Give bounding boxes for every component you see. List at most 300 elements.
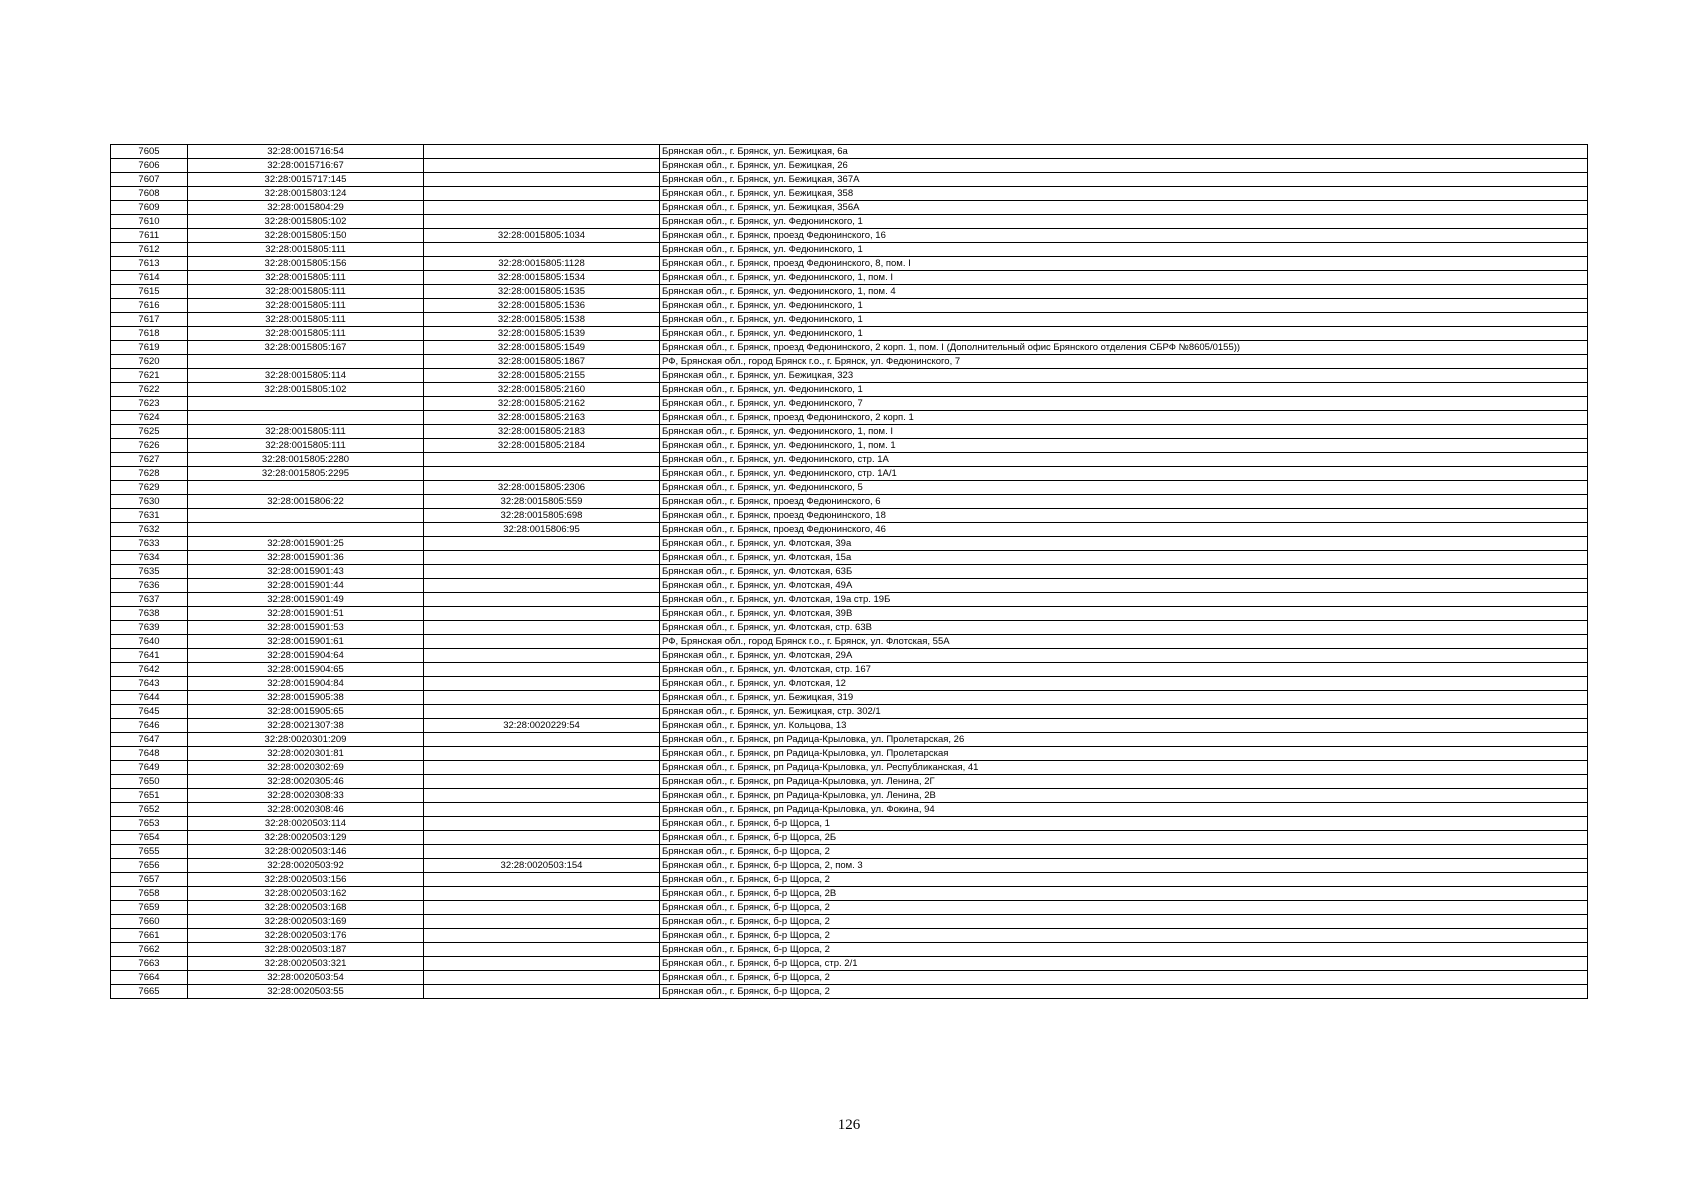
address-cell: Брянская обл., г. Брянск, ул. Федюнинского, 1 [660, 383, 1588, 397]
cadastral-number-cell: 32:28:0015901:25 [188, 537, 424, 551]
cadastral-number-cell: 32:28:0015905:38 [188, 691, 424, 705]
address-cell: Брянская обл., г. Брянск, ул. Федюнинского, 1, пом. I [660, 271, 1588, 285]
page-number: 126 [837, 1117, 861, 1133]
related-cadastral-number-cell: 32:28:0015805:1538 [424, 313, 660, 327]
table-row [111, 705, 1588, 719]
cadastral-number-cell: 32:28:0015904:65 [188, 663, 424, 677]
address-cell: Брянская обл., г. Брянск, ул. Бежицкая, 367А [660, 173, 1588, 187]
table-row [111, 677, 1588, 691]
address-cell: Брянская обл., г. Брянск, ул. Федюнинского, 1 [660, 243, 1588, 257]
table-row [111, 355, 1588, 369]
address-cell: Брянская обл., г. Брянск, б-р Щорса, 2 [660, 929, 1588, 943]
related-cadastral-number-cell: 32:28:0015805:1034 [424, 229, 660, 243]
table-row [111, 229, 1588, 243]
address-cell: Брянская обл., г. Брянск, ул. Федюнинского, стр. 1А [660, 453, 1588, 467]
table-row [111, 453, 1588, 467]
address-cell: Брянская обл., г. Брянск, проезд Федюнинского, 46 [660, 523, 1588, 537]
address-cell: Брянская обл., г. Брянск, б-р Щорса, 2 [660, 985, 1588, 999]
row-number-cell: 7637 [111, 593, 188, 607]
table-row [111, 173, 1588, 187]
address-cell: Брянская обл., г. Брянск, б-р Щорса, 2 [660, 845, 1588, 859]
related-cadastral-number-cell: 32:28:0015805:1549 [424, 341, 660, 355]
related-cadastral-number-cell [424, 957, 660, 971]
table-row [111, 257, 1588, 271]
table-row [111, 369, 1588, 383]
row-number-cell: 7648 [111, 747, 188, 761]
row-number-cell: 7624 [111, 411, 188, 425]
table-row [111, 313, 1588, 327]
table-row [111, 201, 1588, 215]
address-cell: Брянская обл., г. Брянск, ул. Флотская, 39В [660, 607, 1588, 621]
row-number-cell: 7611 [111, 229, 188, 243]
row-number-cell: 7635 [111, 565, 188, 579]
address-cell: Брянская обл., г. Брянск, б-р Щорса, 2Б [660, 831, 1588, 845]
registry-table-body [111, 145, 1588, 999]
address-cell: Брянская обл., г. Брянск, рп Радица-Крыловка, ул. Пролетарская [660, 747, 1588, 761]
address-cell: Брянская обл., г. Брянск, ул. Флотская, 19а стр. 19Б [660, 593, 1588, 607]
table-row [111, 663, 1588, 677]
cadastral-number-cell: 32:28:0020305:46 [188, 775, 424, 789]
table-row [111, 761, 1588, 775]
table-row [111, 509, 1588, 523]
table-row [111, 635, 1588, 649]
address-cell: Брянская обл., г. Брянск, ул. Федюнинского, 1, пом. 1 [660, 439, 1588, 453]
table-row [111, 215, 1588, 229]
cadastral-number-cell: 32:28:0015805:102 [188, 215, 424, 229]
cadastral-number-cell: 32:28:0020301:81 [188, 747, 424, 761]
row-number-cell: 7626 [111, 439, 188, 453]
address-cell: Брянская обл., г. Брянск, ул. Флотская, 12 [660, 677, 1588, 691]
related-cadastral-number-cell [424, 901, 660, 915]
address-cell: Брянская обл., г. Брянск, ул. Флотская, 29А [660, 649, 1588, 663]
row-number-cell: 7623 [111, 397, 188, 411]
table-row [111, 747, 1588, 761]
address-cell: Брянская обл., г. Брянск, ул. Флотская, 49А [660, 579, 1588, 593]
table-row [111, 467, 1588, 481]
cadastral-number-cell: 32:28:0015716:54 [188, 145, 424, 159]
related-cadastral-number-cell [424, 943, 660, 957]
table-row [111, 985, 1588, 999]
table-row [111, 299, 1588, 313]
related-cadastral-number-cell [424, 733, 660, 747]
address-cell: Брянская обл., г. Брянск, ул. Бежицкая, 356А [660, 201, 1588, 215]
table-row [111, 873, 1588, 887]
address-cell: Брянская обл., г. Брянск, проезд Федюнинского, 8, пом. I [660, 257, 1588, 271]
table-row [111, 929, 1588, 943]
table-row [111, 803, 1588, 817]
cadastral-number-cell: 32:28:0015805:150 [188, 229, 424, 243]
related-cadastral-number-cell [424, 775, 660, 789]
cadastral-number-cell: 32:28:0015805:111 [188, 243, 424, 257]
row-number-cell: 7664 [111, 971, 188, 985]
table-row [111, 411, 1588, 425]
row-number-cell: 7628 [111, 467, 188, 481]
cadastral-number-cell: 32:28:0015804:29 [188, 201, 424, 215]
related-cadastral-number-cell [424, 467, 660, 481]
address-cell: Брянская обл., г. Брянск, ул. Флотская, 63Б [660, 565, 1588, 579]
row-number-cell: 7625 [111, 425, 188, 439]
related-cadastral-number-cell [424, 145, 660, 159]
address-cell: Брянская обл., г. Брянск, проезд Федюнинского, 6 [660, 495, 1588, 509]
cadastral-number-cell: 32:28:0015901:44 [188, 579, 424, 593]
related-cadastral-number-cell: 32:28:0015805:2306 [424, 481, 660, 495]
cadastral-number-cell: 32:28:0020503:55 [188, 985, 424, 999]
address-cell: Брянская обл., г. Брянск, б-р Щорса, 2 [660, 915, 1588, 929]
related-cadastral-number-cell: 32:28:0015805:698 [424, 509, 660, 523]
related-cadastral-number-cell: 32:28:0015805:2183 [424, 425, 660, 439]
cadastral-number-cell: 32:28:0015805:2295 [188, 467, 424, 481]
address-cell: Брянская обл., г. Брянск, ул. Федюнинского, стр. 1А/1 [660, 467, 1588, 481]
related-cadastral-number-cell [424, 789, 660, 803]
row-number-cell: 7620 [111, 355, 188, 369]
related-cadastral-number-cell [424, 579, 660, 593]
related-cadastral-number-cell [424, 677, 660, 691]
table-row [111, 593, 1588, 607]
cadastral-number-cell: 32:28:0015901:51 [188, 607, 424, 621]
related-cadastral-number-cell [424, 663, 660, 677]
related-cadastral-number-cell: 32:28:0015805:1539 [424, 327, 660, 341]
related-cadastral-number-cell [424, 691, 660, 705]
cadastral-number-cell: 32:28:0015905:65 [188, 705, 424, 719]
address-cell: Брянская обл., г. Брянск, ул. Федюнинского, 1 [660, 313, 1588, 327]
table-row [111, 817, 1588, 831]
address-cell: Брянская обл., г. Брянск, б-р Щорса, 2В [660, 887, 1588, 901]
table-row [111, 187, 1588, 201]
table-row [111, 789, 1588, 803]
row-number-cell: 7640 [111, 635, 188, 649]
related-cadastral-number-cell: 32:28:0015805:2160 [424, 383, 660, 397]
table-row [111, 439, 1588, 453]
table-row [111, 397, 1588, 411]
address-cell: Брянская обл., г. Брянск, б-р Щорса, 2 [660, 873, 1588, 887]
related-cadastral-number-cell [424, 873, 660, 887]
registry-table [110, 144, 1588, 999]
row-number-cell: 7631 [111, 509, 188, 523]
address-cell: Брянская обл., г. Брянск, ул. Федюнинского, 1, пом. I [660, 425, 1588, 439]
address-cell: Брянская обл., г. Брянск, рп Радица-Крыловка, ул. Фокина, 94 [660, 803, 1588, 817]
related-cadastral-number-cell: 32:28:0015805:1534 [424, 271, 660, 285]
row-number-cell: 7649 [111, 761, 188, 775]
cadastral-number-cell: 32:28:0020503:321 [188, 957, 424, 971]
related-cadastral-number-cell [424, 201, 660, 215]
table-row [111, 145, 1588, 159]
address-cell: Брянская обл., г. Брянск, рп Радица-Крыловка, ул. Пролетарская, 26 [660, 733, 1588, 747]
related-cadastral-number-cell: 32:28:0015805:1536 [424, 299, 660, 313]
cadastral-number-cell: 32:28:0015805:111 [188, 299, 424, 313]
related-cadastral-number-cell [424, 635, 660, 649]
row-number-cell: 7665 [111, 985, 188, 999]
row-number-cell: 7645 [111, 705, 188, 719]
row-number-cell: 7607 [111, 173, 188, 187]
table-row [111, 243, 1588, 257]
cadastral-number-cell: 32:28:0020503:92 [188, 859, 424, 873]
row-number-cell: 7653 [111, 817, 188, 831]
cadastral-number-cell: 32:28:0015805:111 [188, 439, 424, 453]
related-cadastral-number-cell [424, 817, 660, 831]
cadastral-number-cell: 32:28:0020503:168 [188, 901, 424, 915]
table-row [111, 551, 1588, 565]
address-cell: Брянская обл., г. Брянск, ул. Флотская, 39а [660, 537, 1588, 551]
row-number-cell: 7615 [111, 285, 188, 299]
cadastral-number-cell: 32:28:0015805:111 [188, 285, 424, 299]
row-number-cell: 7617 [111, 313, 188, 327]
row-number-cell: 7659 [111, 901, 188, 915]
row-number-cell: 7633 [111, 537, 188, 551]
table-row [111, 719, 1588, 733]
address-cell: Брянская обл., г. Брянск, ул. Флотская, 15а [660, 551, 1588, 565]
cadastral-number-cell: 32:28:0015805:111 [188, 313, 424, 327]
row-number-cell: 7632 [111, 523, 188, 537]
cadastral-number-cell: 32:28:0020503:129 [188, 831, 424, 845]
cadastral-number-cell: 32:28:0015805:111 [188, 327, 424, 341]
address-cell: Брянская обл., г. Брянск, б-р Щорса, 1 [660, 817, 1588, 831]
address-cell: Брянская обл., г. Брянск, проезд Федюнинского, 2 корп. 1, пом. I (Дополнительный офис Брянского отделения СБРФ №8605/0155)) [660, 341, 1588, 355]
address-cell: Брянская обл., г. Брянск, ул. Бежицкая, 323 [660, 369, 1588, 383]
related-cadastral-number-cell [424, 971, 660, 985]
table-row [111, 621, 1588, 635]
related-cadastral-number-cell: 32:28:0015805:1128 [424, 257, 660, 271]
cadastral-number-cell: 32:28:0015805:167 [188, 341, 424, 355]
cadastral-number-cell: 32:28:0020503:54 [188, 971, 424, 985]
cadastral-number-cell: 32:28:0020503:146 [188, 845, 424, 859]
address-cell: Брянская обл., г. Брянск, ул. Бежицкая, 319 [660, 691, 1588, 705]
cadastral-number-cell: 32:28:0020503:187 [188, 943, 424, 957]
address-cell: Брянская обл., г. Брянск, ул. Флотская, стр. 167 [660, 663, 1588, 677]
related-cadastral-number-cell: 32:28:0020503:154 [424, 859, 660, 873]
row-number-cell: 7622 [111, 383, 188, 397]
related-cadastral-number-cell [424, 537, 660, 551]
cadastral-number-cell: 32:28:0020302:69 [188, 761, 424, 775]
table-row [111, 579, 1588, 593]
row-number-cell: 7651 [111, 789, 188, 803]
table-row [111, 537, 1588, 551]
address-cell: РФ, Брянская обл., город Брянск г.о., г. Брянск, ул. Флотская, 55А [660, 635, 1588, 649]
row-number-cell: 7641 [111, 649, 188, 663]
cadastral-number-cell: 32:28:0015901:61 [188, 635, 424, 649]
cadastral-number-cell: 32:28:0015901:36 [188, 551, 424, 565]
related-cadastral-number-cell [424, 551, 660, 565]
cadastral-number-cell: 32:28:0020301:209 [188, 733, 424, 747]
row-number-cell: 7655 [111, 845, 188, 859]
cadastral-number-cell [188, 397, 424, 411]
row-number-cell: 7639 [111, 621, 188, 635]
cadastral-number-cell [188, 481, 424, 495]
table-row [111, 425, 1588, 439]
table-row [111, 649, 1588, 663]
related-cadastral-number-cell: 32:28:0015805:2162 [424, 397, 660, 411]
cadastral-number-cell: 32:28:0020308:46 [188, 803, 424, 817]
address-cell: Брянская обл., г. Брянск, проезд Федюнинского, 2 корп. 1 [660, 411, 1588, 425]
row-number-cell: 7621 [111, 369, 188, 383]
table-row [111, 915, 1588, 929]
related-cadastral-number-cell: 32:28:0015805:1535 [424, 285, 660, 299]
table-row [111, 957, 1588, 971]
row-number-cell: 7613 [111, 257, 188, 271]
related-cadastral-number-cell [424, 621, 660, 635]
related-cadastral-number-cell [424, 747, 660, 761]
address-cell: Брянская обл., г. Брянск, ул. Бежицкая, 6а [660, 145, 1588, 159]
cadastral-number-cell: 32:28:0020503:176 [188, 929, 424, 943]
table-row [111, 271, 1588, 285]
address-cell: Брянская обл., г. Брянск, ул. Федюнинского, 1 [660, 327, 1588, 341]
address-cell: Брянская обл., г. Брянск, б-р Щорса, 2 [660, 901, 1588, 915]
address-cell: Брянская обл., г. Брянск, рп Радица-Крыловка, ул. Республиканская, 41 [660, 761, 1588, 775]
table-row [111, 887, 1588, 901]
cadastral-number-cell: 32:28:0015716:67 [188, 159, 424, 173]
row-number-cell: 7663 [111, 957, 188, 971]
row-number-cell: 7634 [111, 551, 188, 565]
address-cell: Брянская обл., г. Брянск, проезд Федюнинского, 16 [660, 229, 1588, 243]
row-number-cell: 7610 [111, 215, 188, 229]
row-number-cell: 7608 [111, 187, 188, 201]
table-row [111, 159, 1588, 173]
address-cell: Брянская обл., г. Брянск, ул. Флотская, стр. 63В [660, 621, 1588, 635]
table-row [111, 691, 1588, 705]
cadastral-number-cell: 32:28:0020503:156 [188, 873, 424, 887]
row-number-cell: 7614 [111, 271, 188, 285]
related-cadastral-number-cell [424, 929, 660, 943]
related-cadastral-number-cell [424, 705, 660, 719]
address-cell: Брянская обл., г. Брянск, проезд Федюнинского, 18 [660, 509, 1588, 523]
row-number-cell: 7630 [111, 495, 188, 509]
cadastral-number-cell: 32:28:0015806:22 [188, 495, 424, 509]
row-number-cell: 7661 [111, 929, 188, 943]
row-number-cell: 7644 [111, 691, 188, 705]
table-row [111, 845, 1588, 859]
related-cadastral-number-cell [424, 761, 660, 775]
cadastral-number-cell: 32:28:0015805:102 [188, 383, 424, 397]
cadastral-number-cell: 32:28:0015901:53 [188, 621, 424, 635]
table-row [111, 943, 1588, 957]
table-row [111, 341, 1588, 355]
row-number-cell: 7660 [111, 915, 188, 929]
table-row [111, 607, 1588, 621]
cadastral-number-cell: 32:28:0015805:156 [188, 257, 424, 271]
cadastral-number-cell: 32:28:0015803:124 [188, 187, 424, 201]
row-number-cell: 7618 [111, 327, 188, 341]
table-row [111, 733, 1588, 747]
related-cadastral-number-cell [424, 453, 660, 467]
cadastral-number-cell [188, 523, 424, 537]
row-number-cell: 7654 [111, 831, 188, 845]
row-number-cell: 7657 [111, 873, 188, 887]
cadastral-number-cell [188, 355, 424, 369]
related-cadastral-number-cell [424, 593, 660, 607]
related-cadastral-number-cell [424, 159, 660, 173]
cadastral-number-cell: 32:28:0015901:49 [188, 593, 424, 607]
cadastral-number-cell: 32:28:0015901:43 [188, 565, 424, 579]
row-number-cell: 7646 [111, 719, 188, 733]
row-number-cell: 7658 [111, 887, 188, 901]
related-cadastral-number-cell [424, 845, 660, 859]
related-cadastral-number-cell: 32:28:0015805:2163 [424, 411, 660, 425]
cadastral-number-cell: 32:28:0021307:38 [188, 719, 424, 733]
address-cell: Брянская обл., г. Брянск, ул. Бежицкая, 26 [660, 159, 1588, 173]
related-cadastral-number-cell [424, 607, 660, 621]
table-row [111, 831, 1588, 845]
related-cadastral-number-cell [424, 215, 660, 229]
address-cell: Брянская обл., г. Брянск, б-р Щорса, 2, пом. 3 [660, 859, 1588, 873]
related-cadastral-number-cell [424, 887, 660, 901]
address-cell: Брянская обл., г. Брянск, ул. Федюнинского, 1 [660, 215, 1588, 229]
row-number-cell: 7616 [111, 299, 188, 313]
table-row [111, 859, 1588, 873]
related-cadastral-number-cell [424, 173, 660, 187]
cadastral-number-cell [188, 509, 424, 523]
related-cadastral-number-cell [424, 565, 660, 579]
related-cadastral-number-cell: 32:28:0015805:559 [424, 495, 660, 509]
related-cadastral-number-cell [424, 187, 660, 201]
table-row [111, 327, 1588, 341]
row-number-cell: 7629 [111, 481, 188, 495]
cadastral-number-cell: 32:28:0015904:64 [188, 649, 424, 663]
cadastral-number-cell: 32:28:0015805:2280 [188, 453, 424, 467]
row-number-cell: 7638 [111, 607, 188, 621]
row-number-cell: 7643 [111, 677, 188, 691]
table-row [111, 495, 1588, 509]
row-number-cell: 7647 [111, 733, 188, 747]
address-cell: Брянская обл., г. Брянск, ул. Федюнинского, 5 [660, 481, 1588, 495]
row-number-cell: 7642 [111, 663, 188, 677]
address-cell: Брянская обл., г. Брянск, б-р Щорса, 2 [660, 943, 1588, 957]
row-number-cell: 7612 [111, 243, 188, 257]
address-cell: Брянская обл., г. Брянск, б-р Щорса, 2 [660, 971, 1588, 985]
row-number-cell: 7662 [111, 943, 188, 957]
cadastral-number-cell: 32:28:0015717:145 [188, 173, 424, 187]
address-cell: Брянская обл., г. Брянск, ул. Бежицкая, 358 [660, 187, 1588, 201]
related-cadastral-number-cell [424, 915, 660, 929]
cadastral-number-cell: 32:28:0015805:111 [188, 271, 424, 285]
related-cadastral-number-cell [424, 649, 660, 663]
related-cadastral-number-cell [424, 803, 660, 817]
table-row [111, 481, 1588, 495]
row-number-cell: 7619 [111, 341, 188, 355]
table-row [111, 565, 1588, 579]
row-number-cell: 7606 [111, 159, 188, 173]
table-row [111, 523, 1588, 537]
cadastral-number-cell: 32:28:0015805:111 [188, 425, 424, 439]
row-number-cell: 7652 [111, 803, 188, 817]
cadastral-number-cell: 32:28:0015805:114 [188, 369, 424, 383]
row-number-cell: 7656 [111, 859, 188, 873]
address-cell: Брянская обл., г. Брянск, ул. Федюнинского, 1, пом. 4 [660, 285, 1588, 299]
related-cadastral-number-cell: 32:28:0015806:95 [424, 523, 660, 537]
cadastral-number-cell [188, 411, 424, 425]
row-number-cell: 7650 [111, 775, 188, 789]
table-row [111, 971, 1588, 985]
address-cell: Брянская обл., г. Брянск, ул. Федюнинского, 1 [660, 299, 1588, 313]
related-cadastral-number-cell: 32:28:0015805:2155 [424, 369, 660, 383]
address-cell: РФ, Брянская обл., город Брянск г.о., г. Брянск, ул. Федюнинского, 7 [660, 355, 1588, 369]
related-cadastral-number-cell: 32:28:0015805:2184 [424, 439, 660, 453]
address-cell: Брянская обл., г. Брянск, ул. Федюнинского, 7 [660, 397, 1588, 411]
row-number-cell: 7636 [111, 579, 188, 593]
cadastral-number-cell: 32:28:0020503:114 [188, 817, 424, 831]
cadastral-number-cell: 32:28:0020308:33 [188, 789, 424, 803]
row-number-cell: 7627 [111, 453, 188, 467]
cadastral-number-cell: 32:28:0015904:84 [188, 677, 424, 691]
address-cell: Брянская обл., г. Брянск, рп Радица-Крыловка, ул. Ленина, 2Г [660, 775, 1588, 789]
cadastral-number-cell: 32:28:0020503:162 [188, 887, 424, 901]
related-cadastral-number-cell [424, 243, 660, 257]
table-row [111, 901, 1588, 915]
row-number-cell: 7609 [111, 201, 188, 215]
related-cadastral-number-cell: 32:28:0015805:1867 [424, 355, 660, 369]
row-number-cell: 7605 [111, 145, 188, 159]
cadastral-number-cell: 32:28:0020503:169 [188, 915, 424, 929]
table-row [111, 775, 1588, 789]
address-cell: Брянская обл., г. Брянск, ул. Кольцова, 13 [660, 719, 1588, 733]
